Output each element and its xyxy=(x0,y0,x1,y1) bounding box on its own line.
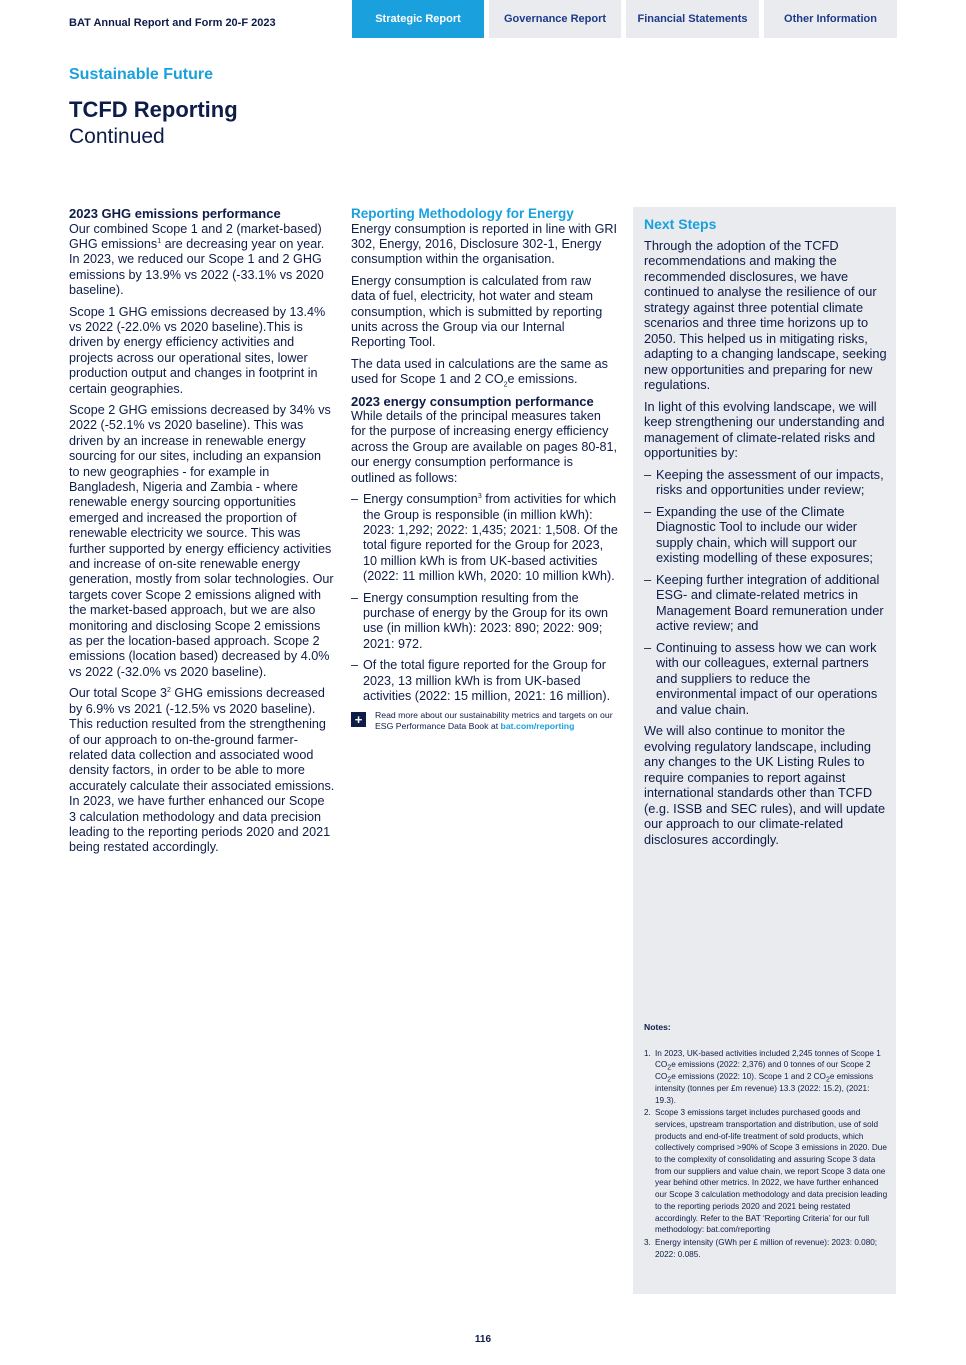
note-item: 1. In 2023, UK-based activities included 2,245 tonnes of Scope 1 $CO_2e$ emissions (2022: 2,376) and 0 tonnes of our Scope 2 $CO_2e$ emissions (2022: 10). Scope 1 and 2 $CO_2e$ emissions intensity (tonnes per £m revenue) 13.3 (2022: 15.2), (2021: 19.3). xyxy=(644,1048,881,1105)
ghg-paragraph-3: Scope 2 GHG emissions decreased by 34% vs 2022 (-52.1% vs 2020 baseline). This was driven by an increase in renewable energy sourcing for our sites, including an expansion to new geographies - for example in Bangladesh, Nigeria and Zambia - where renewable energy sourcing opportunities emerged and increased the proportion of renewable electricity we source. This was further supported by energy efficiency activities and increase of on-site renewable energy generation, mostly from solar technologies. Our targets cover Scope 2 emissions aligned with the market-based approach, but we are also monitoring and disclosing Scope 2 emissions as per the location-based approach. Scope 2 emissions (location based) decreased by 4.0% vs 2022 (-32.0% vs 2020 baseline). xyxy=(69,402,334,679)
notes-title: Notes: xyxy=(644,1022,671,1032)
plus-icon: + xyxy=(351,712,366,727)
list-item: – Keeping the assessment of our impacts, risks and opportunities under review; xyxy=(644,466,884,497)
tab-governance-report[interactable]: Governance Report xyxy=(489,0,621,38)
next-steps-paragraph-3: We will also continue to monitor the evolving regulatory landscape, including any changes to the UK Listing Rules to require companies to report against international standards other than TCFD (e.g. ISSB and SEC rules), and will update our approach to our climate-related disclosures accordingly. xyxy=(644,723,886,847)
notes-section xyxy=(644,1022,889,1261)
ghg-paragraph-1: Our combined Scope 1 and 2 (market-based) GHG emissions$^1$ are decreasing year on year. In 2023, we reduced our Scope 1 and 2 GHG emissions by 13.9% vs 2022 (-33.1% vs 2020 baseline). xyxy=(69,221,325,298)
ghg-heading: 2023 GHG emissions performance xyxy=(69,206,281,221)
list-item: – Continuing to assess how we can work with our colleagues, external partners and suppliers to reduce the environmental impact of our operations and value chain. xyxy=(644,639,878,717)
energy-paragraph-1: Energy consumption is reported in line with GRI 302, Energy, 2016, Disclosure 302-1, Energy consumption within the organisation. xyxy=(351,221,617,267)
reporting-link[interactable]: bat.com/reporting xyxy=(500,721,575,732)
read-more-callout xyxy=(351,710,619,732)
section-label: Sustainable Future xyxy=(69,66,214,83)
page-number: 116 xyxy=(474,1334,492,1345)
energy-methodology-heading: Reporting Methodology for Energy xyxy=(351,206,574,221)
next-steps-column xyxy=(644,217,889,853)
list-item: – Keeping further integration of additional ESG- and climate-related metrics in Management Board remuneration under active review; and xyxy=(644,571,884,633)
list-item: – Energy consumption resulting from the purchase of energy by the Group for its own use (in million kWh): 2023: 890; 2022: 909; 2021: 972. xyxy=(351,590,609,651)
energy-paragraph-4: While details of the principal measures taken for the purpose of increasing energy efficiency across the Group are available on pages 80-81, our energy consumption performance is outlined as follows: xyxy=(351,409,618,485)
notes-list xyxy=(644,1048,889,1261)
list-item: – Expanding the use of the Climate Diagnostic Tool to include our wider supply chain, which will support our existing modelling of these exposures; xyxy=(644,503,873,565)
page-subtitle: Continued xyxy=(69,125,165,148)
energy-paragraph-2: Energy consumption is calculated from raw data of fuel, electricity, hot water and steam consumption, which is submitted by reporting units across the Group via our Internal Reporting Tool. xyxy=(351,273,603,350)
next-steps-paragraph-1: Through the adoption of the TCFD recommendations and making the recommended disclosures, we have continued to analyse the resilience of our strategy against three potential climate scenarios and three time horizons up to 2050. This helped us in mitigating risks, adapting to a changing landscape, seeking new opportunities and preparing for new regulations. xyxy=(644,237,887,392)
read-more-text: Read more about our sustainability metrics and targets on our ESG Performance Data Book at bat.com/reporting xyxy=(375,710,613,732)
ghg-paragraph-4: Our total Scope $3^2$ GHG emissions decreased by 6.9% vs 2021 (-12.5% vs 2020 baseline). This reduction resulted from the strengthening of our approach to on-the-ground farmer-related data collection and associated wood density factors, in order to be able to more accurately calculate their associated emissions. In 2023, we have further enhanced our Scope 3 calculation methodology and data precision leading to the reporting periods 2020 and 2021 being restated accordingly. xyxy=(69,686,335,855)
next-steps-paragraph-2: In light of this evolving landscape, we will keep strengthening our understanding and management of climate-related risks and opportunities by: xyxy=(644,398,885,460)
energy-column xyxy=(351,206,619,732)
top-navigation-bar xyxy=(0,0,966,38)
energy-bullet-list xyxy=(351,492,619,704)
energy-performance-heading: 2023 energy consumption performance xyxy=(351,393,594,409)
list-item: – Energy consumption$^3$ from activities for which the Group is responsible (in million kWh): 2023: 1,292; 2022: 1,435; 2021: 1,508. Of the total figure reported for the Group for 2023, 10 million kWh is from UK-based activities (2022: 11 million kWh, 2020: 10 million kWh). xyxy=(351,492,618,584)
ghg-emissions-column xyxy=(69,206,335,862)
note-item: 3. Energy intensity (GWh per £ million of revenue): 2023: 0.080; 2022: 0.085. xyxy=(644,1237,878,1259)
next-steps-bullet-list xyxy=(644,467,889,718)
note-item: 2. Scope 3 emissions target includes purchased goods and services, upstream transportation and distribution, use of sold products and end-of-life treatment of sold products, which collectively comprised >90% of Scope 3 emissions in 2020. Due to the complexity of consolidating and assuring Scope 3 data from our suppliers and value chain, we report Scope 3 data one year behind other metrics. In 2022, we have further enhanced our Scope 3 calculation methodology and data precision leading to the reporting periods 2020 and 2021 being restated accordingly. Refer to the BAT ‘Reporting Criteria’ for our full methodology: bat.com/reporting xyxy=(644,1108,888,1235)
energy-paragraph-3: The data used in calculations are the same as used for Scope 1 and 2 $CO_2e$ emissions. xyxy=(351,356,608,389)
tab-other-information[interactable]: Other Information xyxy=(764,0,897,38)
report-title: BAT Annual Report and Form 20-F 2023 xyxy=(69,17,276,29)
next-steps-heading: Next Steps xyxy=(644,216,717,232)
list-item: – Of the total figure reported for the Group for 2023, 13 million kWh is from UK-based activities (2022: 15 million, 2021: 16 million). xyxy=(351,658,611,703)
ghg-paragraph-2: Scope 1 GHG emissions decreased by 13.4% vs 2022 (-22.0% vs 2020 baseline).This is driven by energy efficiency activities and projects across our operational sites, lower production output and changes in footprint in certain geographies. xyxy=(69,304,326,396)
tab-strategic-report[interactable]: Strategic Report xyxy=(352,0,484,38)
tab-financial-statements[interactable]: Financial Statements xyxy=(626,0,759,38)
page-title: TCFD Reporting xyxy=(69,97,238,122)
